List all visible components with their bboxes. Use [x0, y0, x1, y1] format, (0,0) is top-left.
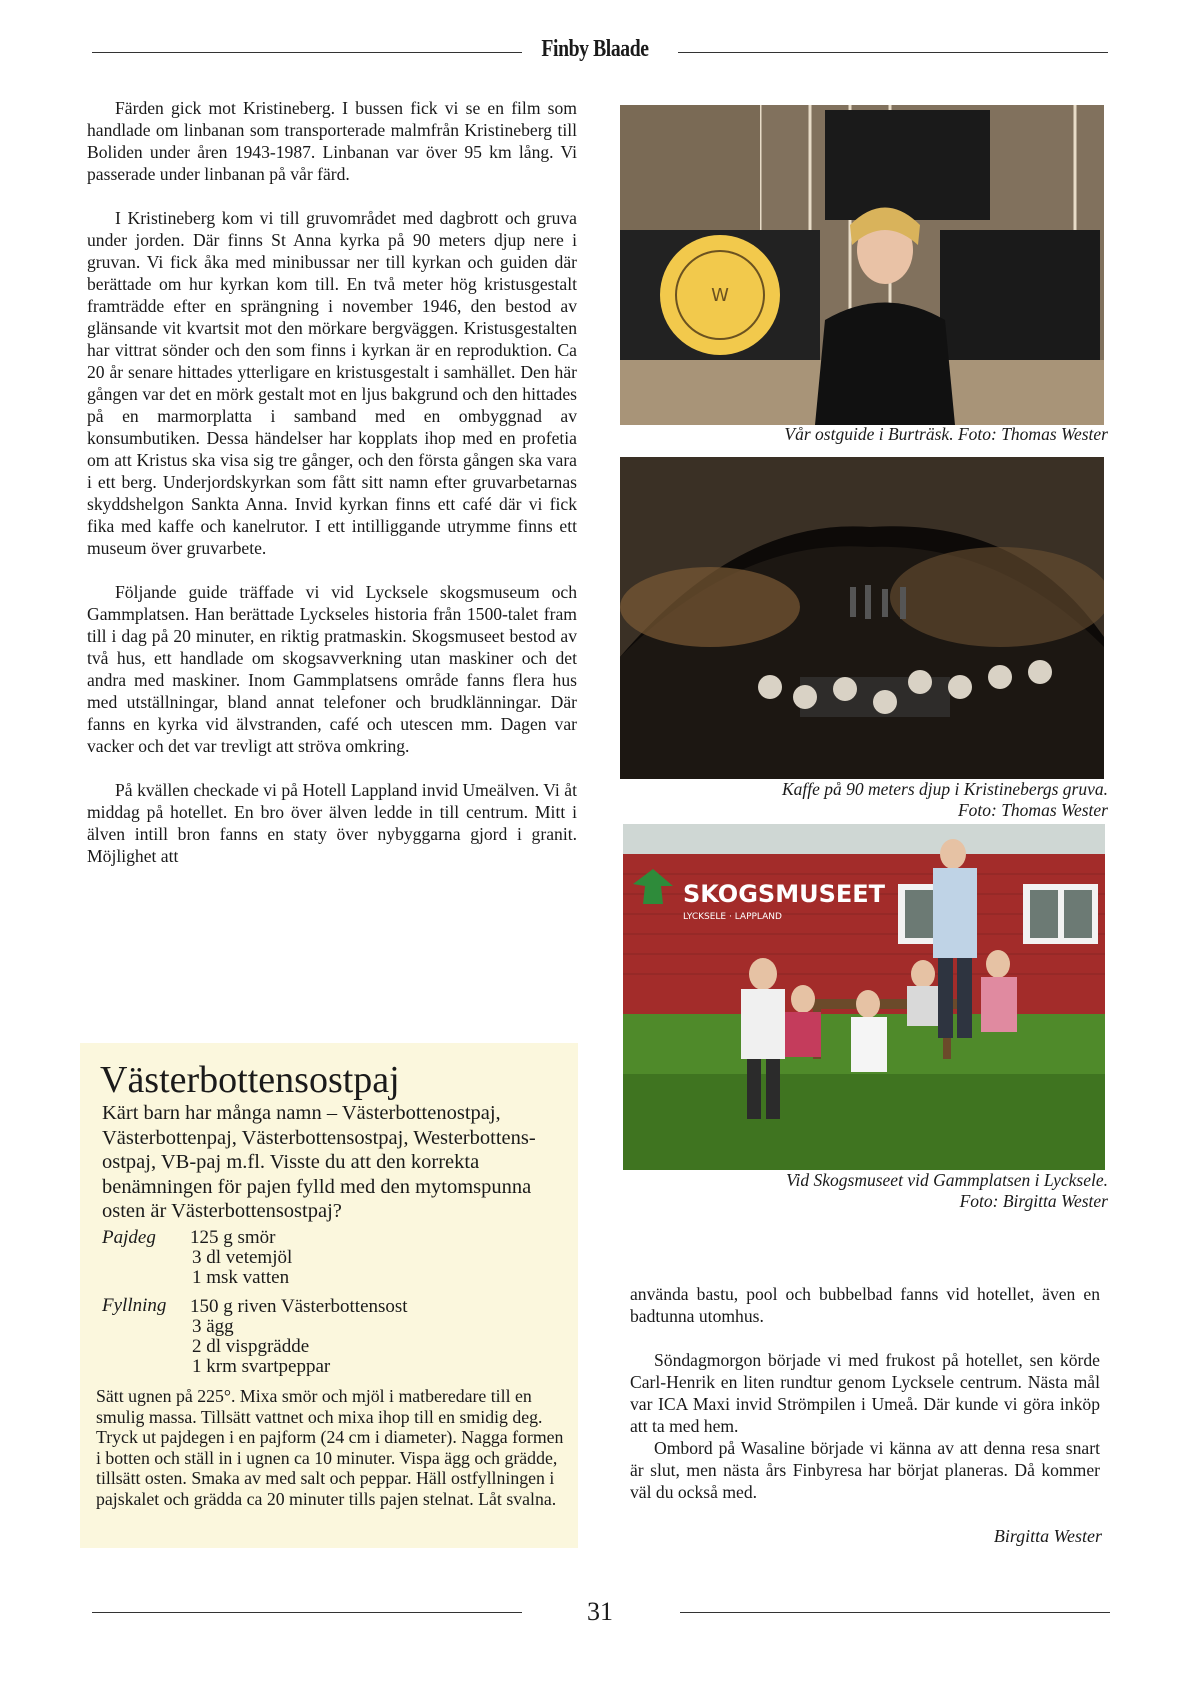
- recipe-title: Västerbottensostpaj: [100, 1059, 400, 1101]
- svg-text:W: W: [711, 285, 729, 306]
- recipe-box: [80, 1043, 578, 1548]
- article-paragraph: På kvällen checkade vi på Hotell Lappland invid Umeälven. Vi åt middag på hotellet. En bro över älven ledde in till centrum. Mitt i älven intill bron fanns en staty över nybyggarna gjord i granit. Möjlighet att: [87, 780, 577, 866]
- ingredient: 1 msk vatten: [192, 1267, 290, 1288]
- article-paragraph: Söndagmorgon började vi med frukost på hotellet, sen körde Carl-Henrik en liten rundtur genom Lycksele centrum. Nästa mål var ICA Maxi invid Strömpilen i Umeå. Där kunde vi göra inköp att ta med hem.: [630, 1350, 1100, 1436]
- article-paragraph: Ombord på Wasaline började vi känna av att denna resa snart är slut, men nästa års Finbyresa har börjat planeras. Då kommer väl du också med.: [630, 1438, 1100, 1502]
- article-paragraph: I Kristineberg kom vi till gruvområdet med dagbrott och gruva under jorden. Där finns St Anna kyrka på 90 meters djup nere i gruvan. Vi fick åka med minibussar ner till kyrkan och guiden där berättade om hur kyrkan kom till. En två meter hög kristusgestalt framträdde efter en sprängning i november 1946, den bestod av glänsande vit kvartsit mot den mörkare bergväggen. Kristusgestalten har vittrat sönder och den som finns i kyrkan är en reproduktion. Ca 20 år senare hittades ytterligare en kristusgestalt i samhället. Den här gången var det en mörk gestalt mot en ljus bakgrund och den hittades på en marmorplatta i samband med en ombyggnad av konsumbutiken. Dessa händelser har kopplats ihop med en profetia om att Kristus ska visa sig tre gånger, och den första gången ska vara i ett berg. Underjordskyrkan som fått sitt namn efter gruvarbetarnas skyddshelgon Sankta Anna. Invid kyrkan finns ett café där vi fick fika med kaffe och kanelrutor. I ett intilliggande utrymme finns ett museum över gruvarbete.: [87, 208, 577, 558]
- article-paragraph: Färden gick mot Kristineberg. I bussen fick vi se en film som handlade om linbanan som transporterade malmfrån Kristineberg till Boliden under åren 1943-1987. Linbanan var över 95 km lång. Vi passerade under linbanan på vår färd.: [87, 98, 577, 184]
- ingredient: 150 g riven Västerbottensost: [190, 1296, 408, 1317]
- dough-ingredients: [190, 1228, 292, 1288]
- caption-line: Kaffe på 90 meters djup i Kristinebergs gruva.: [781, 779, 1108, 799]
- museum-sign-title: SKOGSMUSEET: [683, 880, 886, 908]
- ingredient: 3 dl vetemjöl: [192, 1247, 293, 1268]
- museum-sign-subtitle: LYCKSELE · LAPPLAND: [683, 912, 782, 922]
- article-right-column: [630, 1283, 1100, 1503]
- photo-skogsmuseet: [623, 824, 1105, 1170]
- dough-label: Pajdeg: [102, 1227, 156, 1248]
- article-left-column: [87, 97, 577, 867]
- magazine-title: Finby Blaade: [541, 36, 649, 62]
- caption-line: Foto: Birgitta Wester: [959, 1191, 1108, 1211]
- footer-rule-left: [92, 1612, 522, 1613]
- footer-rule-right: [680, 1612, 1110, 1613]
- photo-underground-cafe: [620, 457, 1104, 779]
- page-number: 31: [587, 1597, 613, 1626]
- filling-ingredients: [190, 1297, 408, 1377]
- photo-caption: [628, 1170, 1108, 1212]
- author-signature: Birgitta Wester: [993, 1526, 1102, 1546]
- ingredient: 3 ägg: [192, 1316, 234, 1337]
- header-rule-right: [678, 52, 1108, 53]
- photo-cheese-guide: [620, 105, 1104, 425]
- article-paragraph: Följande guide träffade vi vid Lycksele skogsmuseum och Gammplatsen. Han berättade Lyckseles historia från 1500-talet fram till i dag på 20 minuter, en riktig pratmaskin. Skogsmuseet bestod av två hus, ett handlade om skogsavverkning utan maskiner och det andra med maskiner. Inom Gammplatsens område fanns flera hus med utställningar, bland annat telefoner och brudklänningar. Där fanns en kyrka vid älvstranden, café och utescen mm. Dagen var vacker och det var trevligt att ströva omkring.: [87, 582, 577, 756]
- ingredient: 2 dl vispgrädde: [192, 1336, 310, 1357]
- article-paragraph: använda bastu, pool och bubbelbad fanns vid hotellet, även en badtunna utomhus.: [630, 1284, 1100, 1326]
- header-rule-left: [92, 52, 522, 53]
- ingredient: 1 krm svartpeppar: [192, 1356, 331, 1377]
- caption-line: Vid Skogsmuseet vid Gammplatsen i Lycksele.: [786, 1170, 1108, 1190]
- ingredient: 125 g smör: [190, 1227, 276, 1248]
- recipe-intro: Kärt barn har många namn – Västerbottenostpaj, Västerbottenpaj, Västerbottensostpaj, Westerbottens-ostpaj, VB-paj m.fl. Visste du att den korrekta benämningen för pajen fylld med den mytomspunna osten är Västerbottensostpaj?: [102, 1102, 536, 1222]
- caption-line: Foto: Thomas Wester: [957, 800, 1108, 820]
- recipe-method: Sätt ugnen på 225°. Mixa smör och mjöl i matberedare till en smulig massa. Tillsätt vattnet och mixa ihop till en smidig deg. Tryck ut pajdegen i en pajform (24 cm i diameter). Nagga formen i botten och ställ in i ugnen ca 10 minuter. Vispa ägg och grädde, tillsätt osten. Smaka av med salt och peppar. Häll ostfyllningen i pajskalet och grädda ca 20 minuter tills pajen stelnat. Låt svalna.: [96, 1386, 564, 1509]
- filling-label: Fyllning: [102, 1295, 167, 1316]
- photo-caption: Vår ostguide i Burträsk. Foto: Thomas Wester: [784, 424, 1108, 444]
- photo-caption: [628, 779, 1108, 821]
